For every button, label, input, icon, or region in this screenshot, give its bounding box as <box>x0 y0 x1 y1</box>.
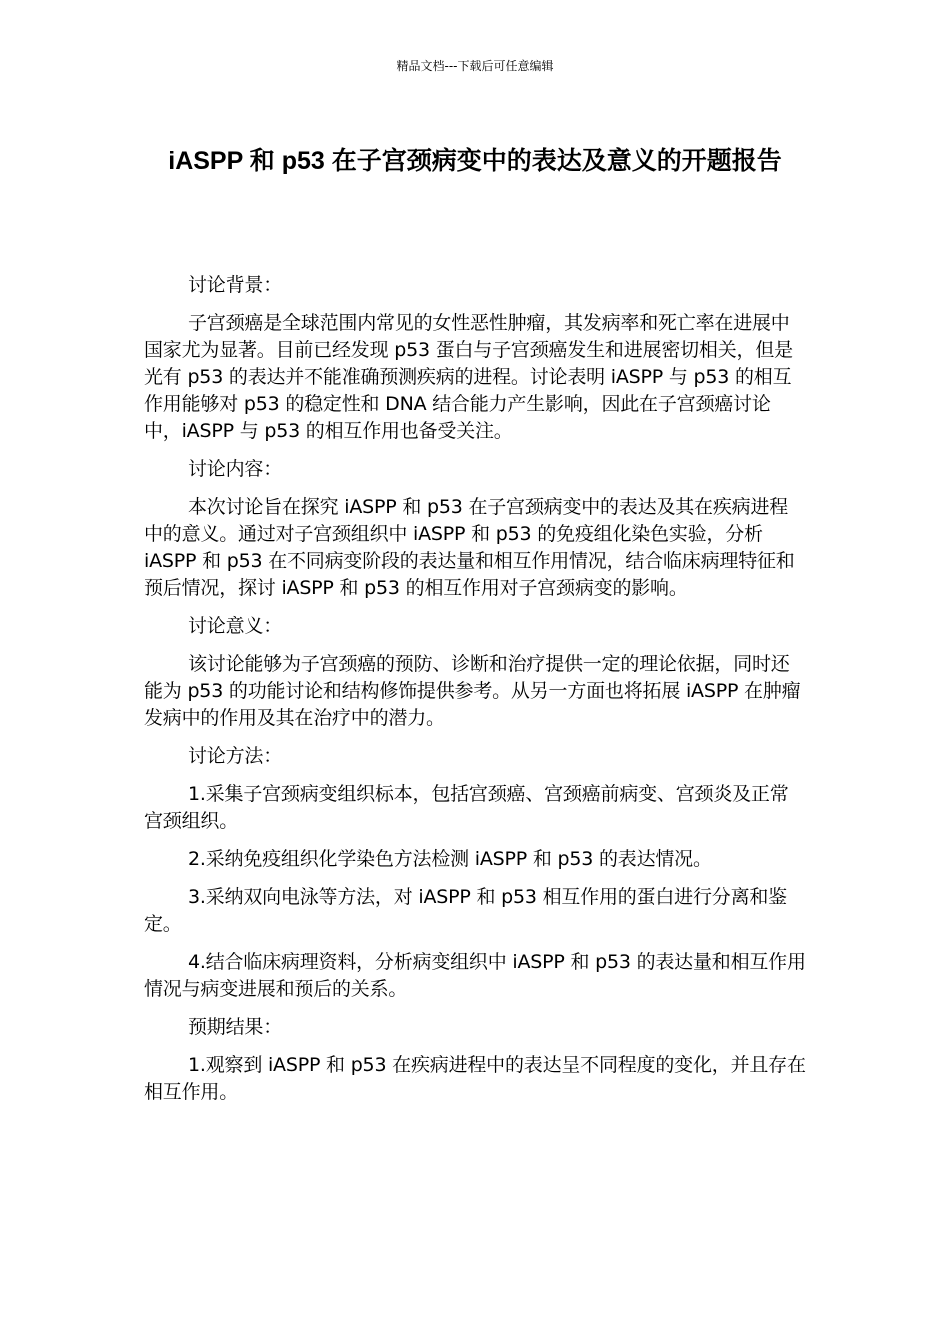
paragraph-background: 子宫颈癌是全球范围内常见的女性恶性肿瘤，其发病率和死亡率在进展中国家尤为显著。目前已经发现 p53 蛋白与子宫颈癌发生和进展密切相关，但是光有 p53 的表达并不能准确预测疾病的进程。讨论表明 iASPP 与 p53 的相互作用能够对 p53 的稳定性和 DNA 结合能力产生影响，因此在子宫颈癌讨论中，iASPP 与 p53 的相互作用也备受关注。 <box>144 312 793 442</box>
section-heading-background: 讨论背景： <box>188 274 283 296</box>
method-item-4: 4.结合临床病理资料，分析病变组织中 iASPP 和 p53 的表达量和相互作用情况与病变进展和预后的关系。 <box>144 951 806 1000</box>
paragraph-content: 本次讨论旨在探究 iASPP 和 p53 在子宫颈病变中的表达及其在疾病进程中的意义。通过对子宫颈组织中 iASPP 和 p53 的免疫组化染色实验，分析 iASPP 和 p53 在不同病变阶段的表达量和相互作用情况，结合临床病理特征和预后情况，探讨 iASPP 和 p53 的相互作用对子宫颈病变的影响。 <box>144 496 795 599</box>
section-heading-significance: 讨论意义： <box>188 615 283 637</box>
method-item-2: 2.采纳免疫组织化学染色方法检测 iASPP 和 p53 的表达情况。 <box>188 848 712 870</box>
method-item-3: 3.采纳双向电泳等方法，对 iASPP 和 p53 相互作用的蛋白进行分离和鉴定。 <box>144 886 787 935</box>
method-item-1: 1.采集子宫颈病变组织标本，包括宫颈癌、宫颈癌前病变、宫颈炎及正常宫颈组织。 <box>144 783 789 832</box>
section-heading-content: 讨论内容： <box>188 458 283 480</box>
paragraph-significance: 该讨论能够为子宫颈癌的预防、诊断和治疗提供一定的理论依据，同时还能为 p53 的功能讨论和结构修饰提供参考。从另一方面也将拓展 iASPP 在肿瘤发病中的作用及其在治疗中的潜力。 <box>144 653 801 729</box>
section-heading-methods: 讨论方法： <box>188 745 283 767</box>
document-title: iASPP 和 p53 在子宫颈病变中的表达及意义的开题报告 <box>168 147 782 175</box>
section-heading-expected-results: 预期结果： <box>188 1016 283 1038</box>
result-item-1: 1.观察到 iASPP 和 p53 在疾病进程中的表达呈不同程度的变化，并且存在相互作用。 <box>144 1054 806 1103</box>
document-body <box>144 272 806 1117</box>
page-header: 精品文档---下载后可任意编辑 <box>396 59 554 73</box>
